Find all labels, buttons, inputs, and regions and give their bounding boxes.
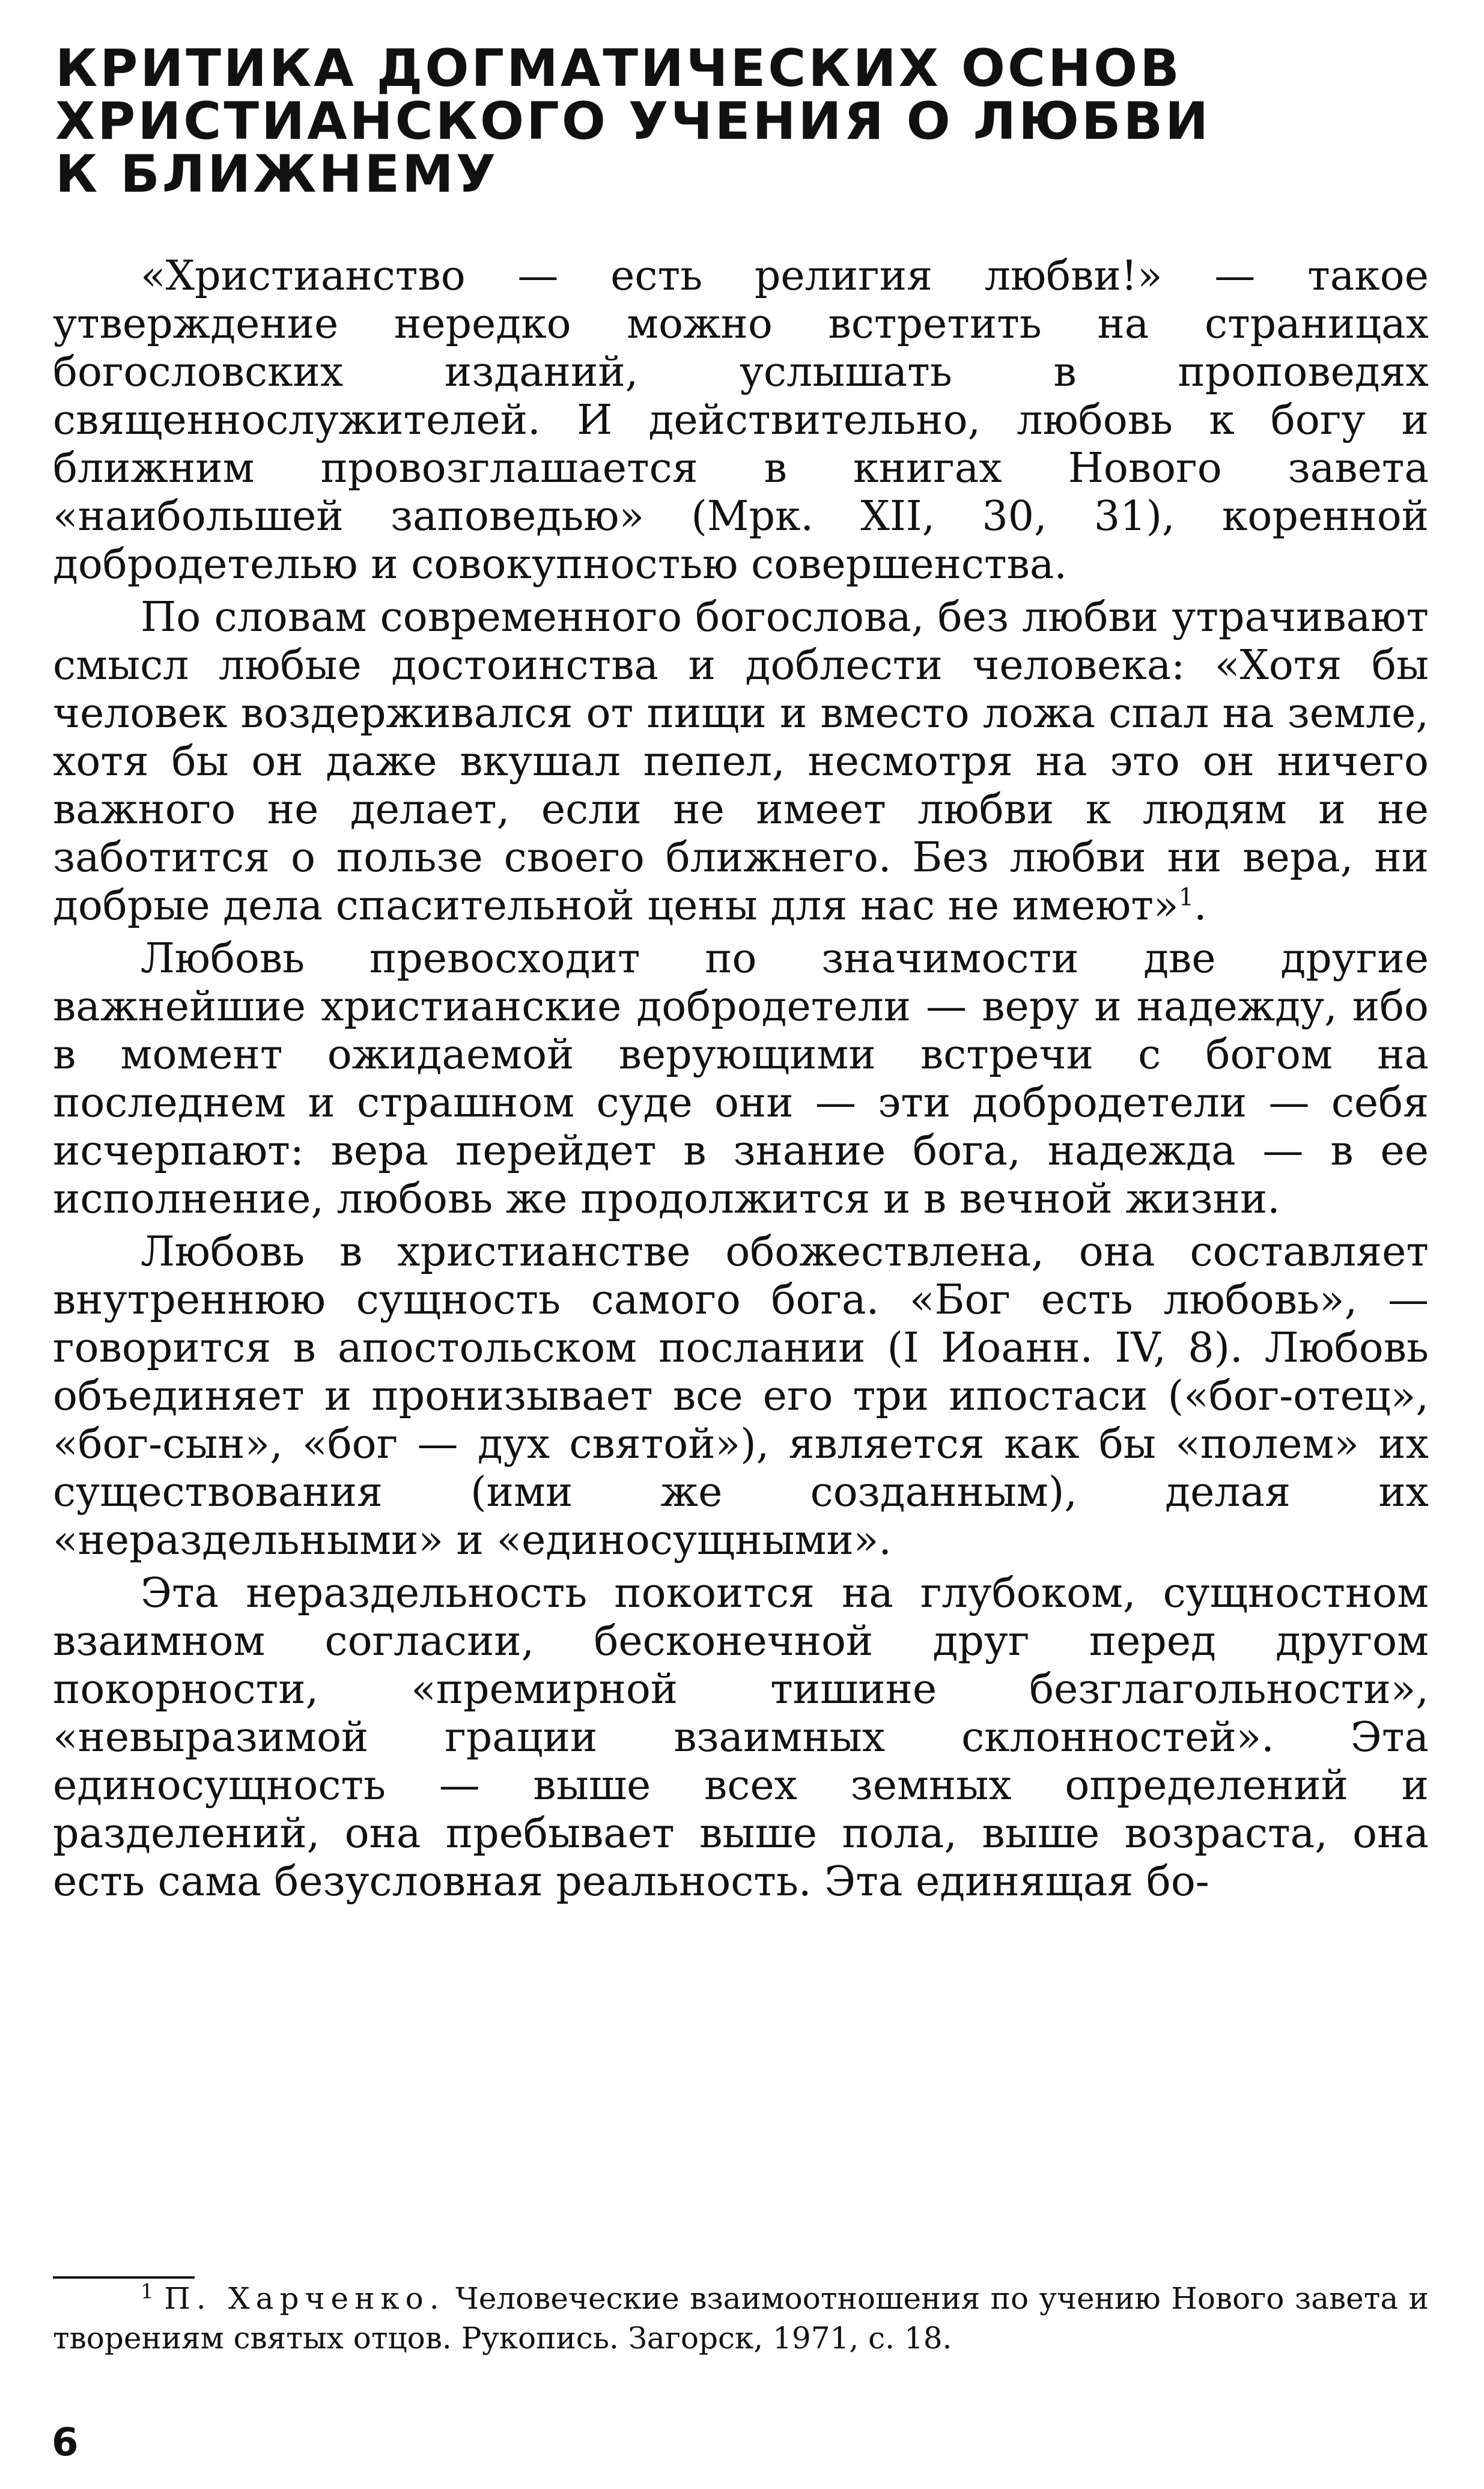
paragraph-2	[53, 594, 1429, 930]
footnote-author: П. Харченко.	[164, 2281, 445, 2316]
title-line-1: КРИТИКА ДОГМАТИЧЕСКИХ ОСНОВ	[55, 38, 1182, 99]
paragraph-2-tail: .	[1194, 882, 1207, 930]
paragraph-3: Любовь превосходит по значимости две другие важнейшие христианские добродетели — веру и надежду, ибо в момент ожидаемой верующими встречи с богом на последнем и страшном суде они — эти добродетели — себя исчерпают: вера перейдет в знание бога, надежда — в ее исполнение, любовь же продолжится и в вечной жизни.	[53, 935, 1429, 1223]
chapter-title	[55, 38, 1257, 204]
footnote-mark: 1	[141, 2279, 154, 2304]
footnote	[53, 2279, 1429, 2358]
paragraph-1: «Христианство — есть религия любви!» — такое утверждение нередко можно встретить на страницах богословских изданий, услышать в проповедях священнослужителей. И действительно, любовь к богу и ближним провозглашается в книгах Нового завета «наибольшей заповедью» (Мрк. XII, 30, 31), коренной добродетелью и совокупностью совершенства.	[53, 252, 1429, 588]
paragraph-2-text: По словам современного богослова, без любви утрачивают смысл любые достоинства и доблести человека: «Хотя бы человек воздерживался от пищи и вместо ложа спал на земле, хотя бы он даже вкушал пепел, несмотря на это он ничего важного не делает, если не имеет любви к людям и не заботится о пользе своего ближнего. Без любви ни вера, ни добрые дела спасительной цены для нас не имеют»	[53, 594, 1429, 930]
footnote-text: Человеческие взаимоотношения по учению Нового завета и творениям святых отцов. Рукопись. Загорск, 1971, с. 18.	[53, 2281, 1429, 2356]
title-line-3: К БЛИЖНЕМУ	[55, 144, 499, 204]
footnote-reference: 1	[1178, 883, 1194, 912]
title-line-2: ХРИСТИАНСКОГО УЧЕНИЯ О ЛЮБВИ	[55, 91, 1211, 151]
body-text	[53, 252, 1429, 1906]
paragraph-5: Эта нераздельность покоится на глубоком, сущностном взаимном согласии, бесконечной друг перед другом покорности, «премирной тишине безглагольности», «невыразимой грации взаимных склонностей». Эта единосущность — выше всех земных определений и разделений, она пребывает выше пола, выше возраста, она есть сама безусловная реальность. Эта единящая бо-	[53, 1570, 1429, 1906]
paragraph-4: Любовь в христианстве обожествлена, она составляет внутреннюю сущность самого бога. «Бог есть любовь», — говорится в апостольском послании (I Иоанн. IV, 8). Любовь объединяет и пронизывает все его три ипостаси («бог-отец», «бог-сын», «бог — дух святой»), является как бы «полем» их существования (ими же созданным), делая их «нераздельными» и «единосущными».	[53, 1228, 1429, 1564]
page-number: 6	[52, 2420, 79, 2465]
